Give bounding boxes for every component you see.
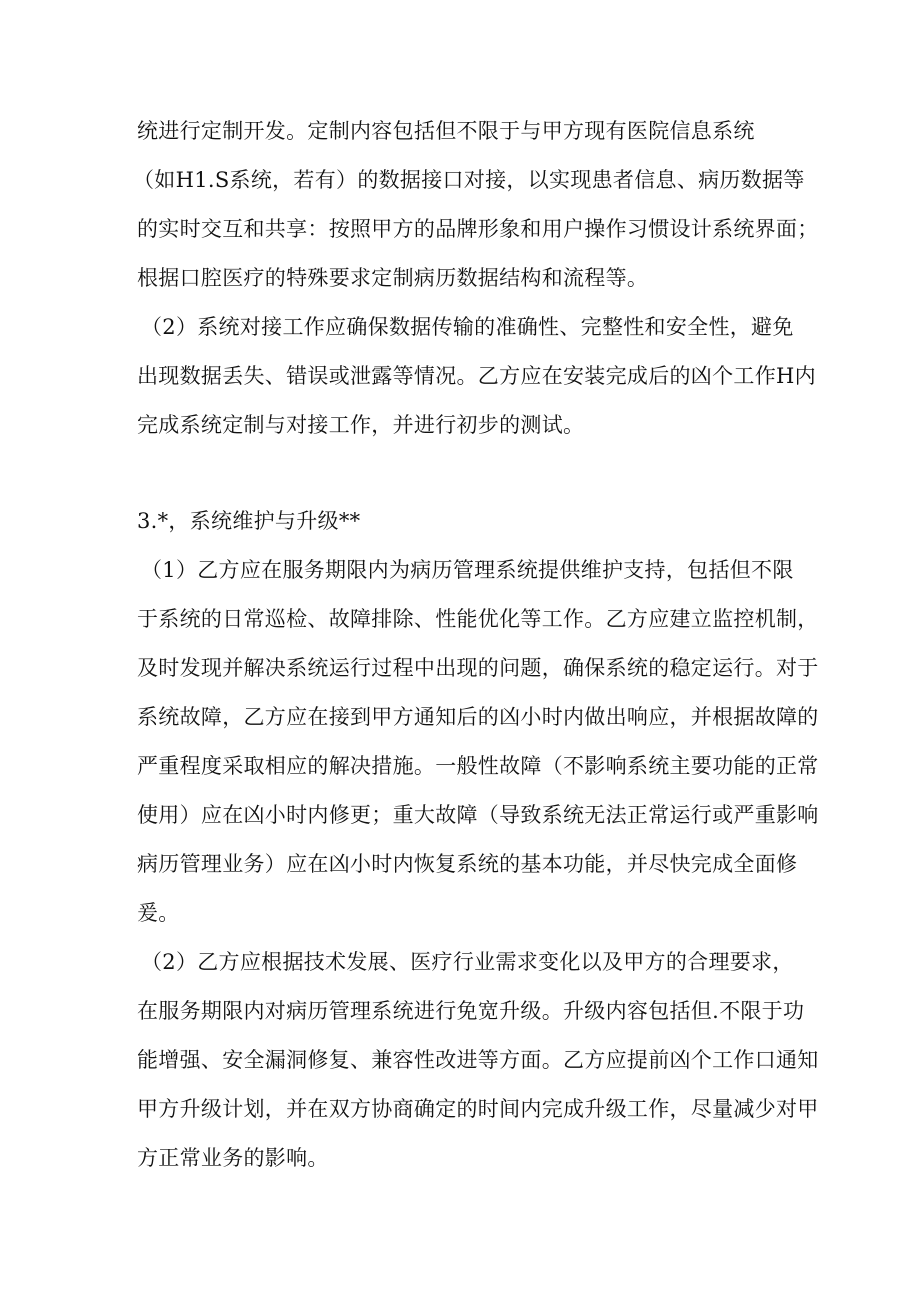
text-line-20: 甲方升级计划，并在双方协商确定的时间内完成升级工作，尽量减少对甲 <box>137 1097 819 1121</box>
text-line-15: 病历管理业务）应在凶小时内恢复系统的基本功能，并尽快完成全面修 <box>137 852 798 876</box>
text-line-3: 的实时交互和共享：按照甲方的品牌形象和用户操作习惯设计系统界面； <box>137 217 819 241</box>
text-line-21: 方正常业务的影响。 <box>137 1146 329 1170</box>
text-line-9: （1）乙方应在服务期限内为病历管理系统提供维护支持，包括但不限 <box>141 558 794 582</box>
text-line-14: 使用）应在凶小时内修更；重大故障（导致系统无法正常运行或严重影响 <box>137 803 819 827</box>
text-line-18: 在服务期限内对病历管理系统进行免宽升级。升级内容包括但.不限于功 <box>137 999 805 1023</box>
text-line-7: 完成系统定制与对接工作，并进行初步的测试。 <box>137 413 585 437</box>
section-heading: 3.*，系统维护与升级** <box>137 509 361 533</box>
text-line-13: 严重程度采取相应的解决措施。一般性故障（不影响系统主要功能的正常 <box>137 754 819 778</box>
text-line-11: 及时发现并解决系统运行过程中出现的问题，确保系统的稳定运行。对于 <box>137 656 819 680</box>
text-line-5: （2）系统对接工作应确保数据传输的准确性、完整性和安全性，避免 <box>141 315 794 339</box>
text-line-1: 统进行定制开发。定制内容包括但不限于与甲方现有医院信息系统 <box>137 119 755 143</box>
text-line-6: 出现数据丢失、错误或泄露等情况。乙方应在安装完成后的凶个工作H内 <box>137 364 816 388</box>
text-line-2: （如H1.S系统，若有）的数据接口对接，以实现患者信息、病历数据等 <box>133 168 805 192</box>
text-line-12: 系统故障，乙方应在接到甲方通知后的凶小时内做出响应，并根据故障的 <box>137 705 819 729</box>
text-line-10: 于系统的日常巡检、故障排除、性能优化等工作。乙方应建立监控机制， <box>137 607 819 631</box>
text-line-4: 根据口腔医疗的特殊要求定制病历数据结构和流程等。 <box>137 266 649 290</box>
text-line-16: 爰。 <box>137 901 180 925</box>
text-line-17: （2）乙方应根据技术发展、医疗行业需求变化以及甲方的合理要求， <box>141 950 794 974</box>
text-line-19: 能增强、安全漏洞修复、兼容性改进等方面。乙方应提前凶个工作口通知 <box>137 1048 819 1072</box>
